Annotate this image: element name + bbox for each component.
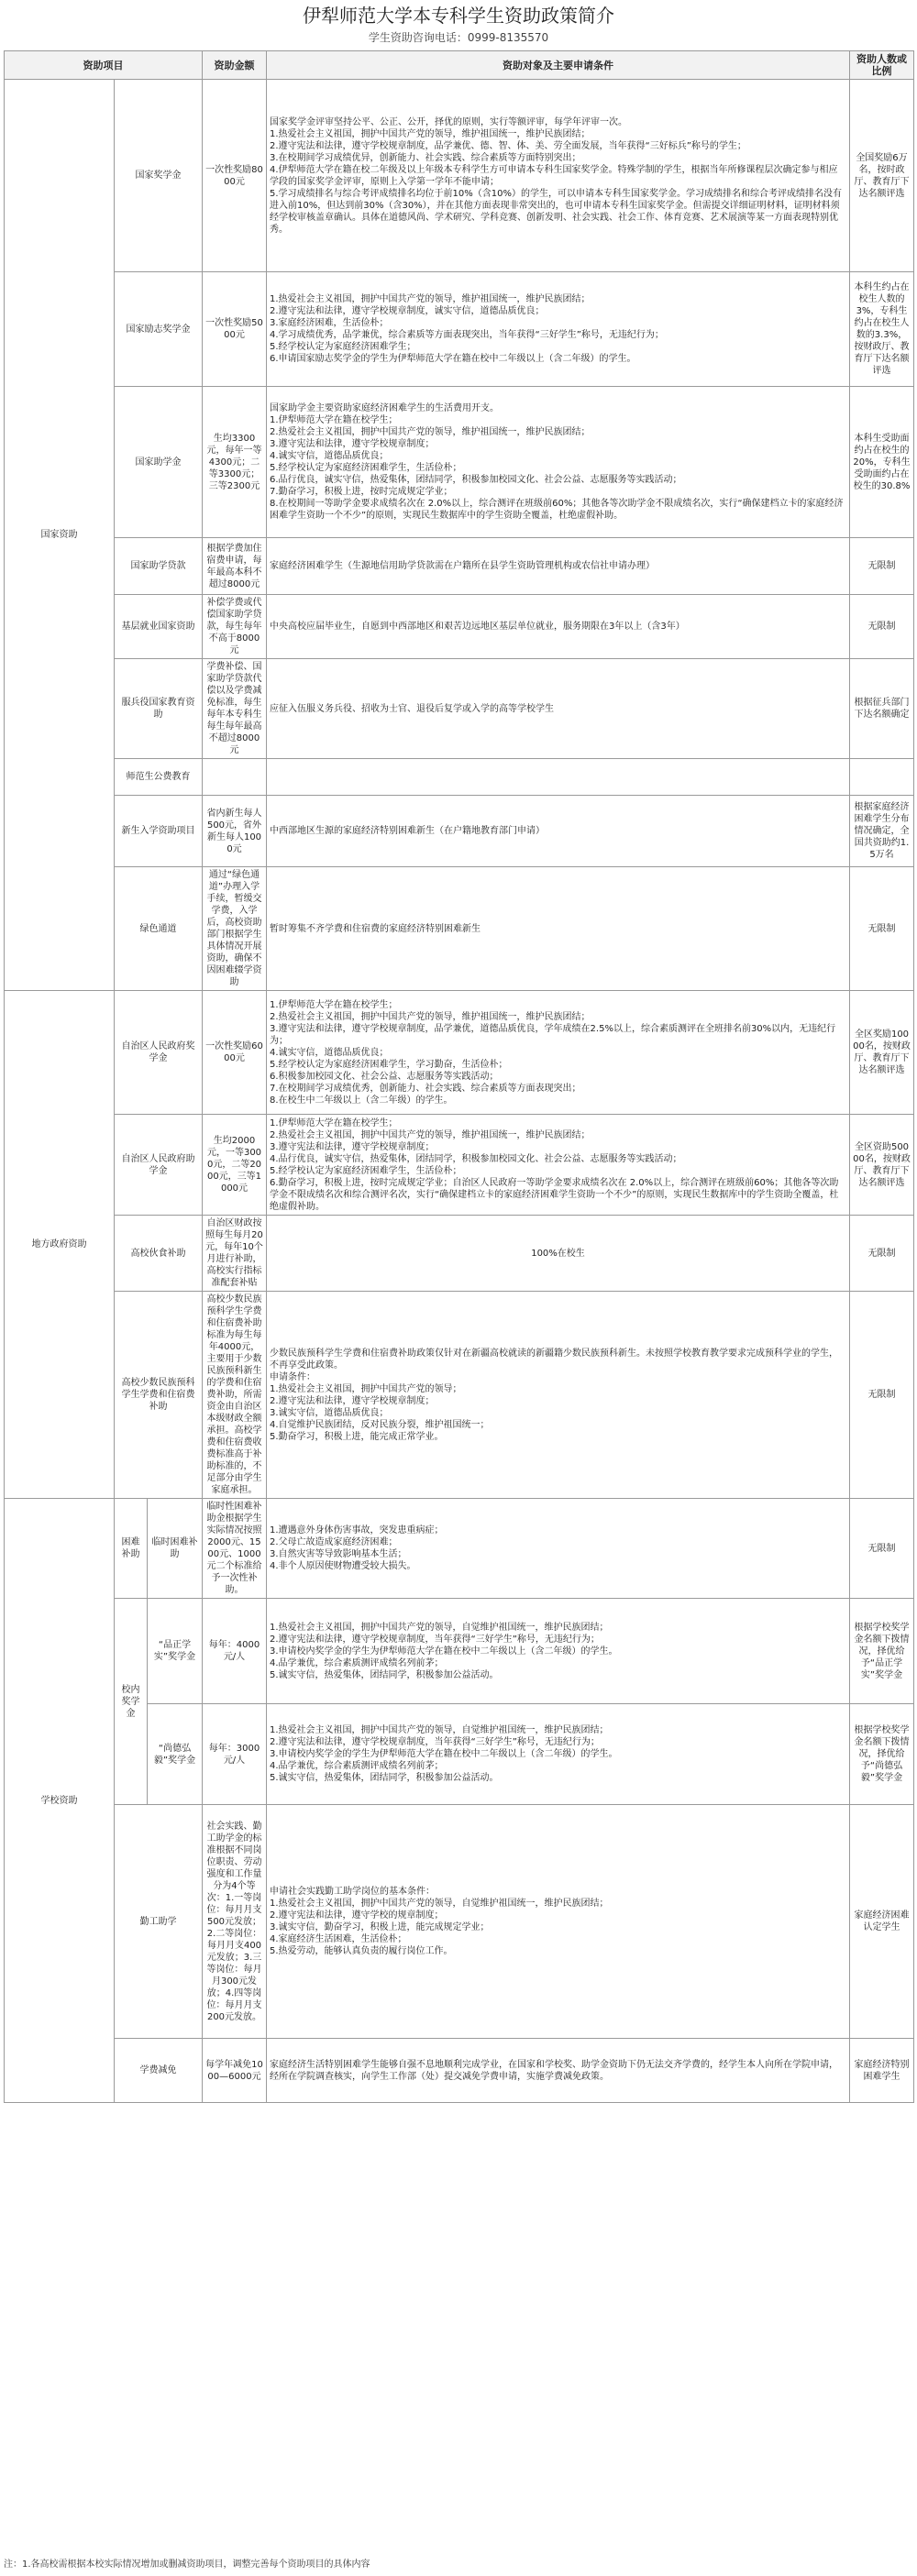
table-row — [5, 80, 914, 272]
item-name: “品正学实”奖学金 — [148, 1599, 203, 1704]
condition-line: 家庭经济困难学生（生源地信用助学贷款需在户籍所在县学生资助管理机构或农信社申请办理） — [270, 561, 655, 571]
condition-line: 1.热爱社会主义祖国，拥护中国共产党的领导，自觉维护祖国统一，维护民族团结； — [270, 1725, 609, 1735]
table-row — [5, 272, 914, 387]
header-project: 资助项目 — [5, 51, 203, 80]
condition-line: 2.父母亡故造成家庭经济困难； — [270, 1537, 398, 1547]
subgroup-cell: 校内奖学金 — [115, 1599, 148, 1805]
item-amount: 省内新生每人500元，省外新生每人1000元 — [203, 796, 267, 867]
condition-line: 6.积极参加校园文化、社会公益、志愿服务等实践活动； — [270, 1071, 499, 1082]
condition-line: 4.品学兼优，综合素质测评成绩名列前茅； — [270, 1657, 444, 1668]
condition-line: 家庭经济生活特别困难学生能够自强不息地顺利完成学业，在国家和学校奖、助学金资助下仍无法交齐学费的，经学生本人向所在学院申请，经所在学院调查核实，向学生工作部（处）提交减免学费申请，实施学费减免政策。 — [270, 2059, 838, 2082]
item-ratio: 无限制 — [850, 1499, 914, 1599]
item-name: 临时困难补助 — [148, 1499, 203, 1599]
condition-line: 申请条件： — [270, 1371, 315, 1382]
item-conditions — [267, 387, 850, 538]
item-conditions — [267, 1292, 850, 1499]
condition-line: 2.遵守宪法和法律，遵守学校规章制度，当年获得“三好学生”称号，无违纪行为； — [270, 1737, 600, 1747]
condition-line: 5.经学校认定为家庭经济困难学生，生活俭朴； — [270, 463, 462, 473]
item-amount: 每学年减免1000—6000元 — [203, 2039, 267, 2103]
item-name: 国家励志奖学金 — [115, 272, 203, 387]
item-conditions — [267, 1499, 850, 1599]
item-name: 高校伙食补助 — [115, 1216, 203, 1292]
item-ratio: 全区资助50000名，按财政厅、教育厅下达名额评选 — [850, 1115, 914, 1216]
condition-line: 1.伊犁师范大学在籍在校学生； — [270, 415, 398, 425]
condition-line: 3.诚实守信，勤奋学习，积极上进，能完成规定学业； — [270, 1922, 490, 1932]
item-name: 国家助学金 — [115, 387, 203, 538]
condition-line: 3.申请校内奖学金的学生为伊犁师范大学在籍在校中二年级以上（含二年级）的学生。 — [270, 1749, 618, 1759]
condition-line: 国家助学金主要资助家庭经济困难学生的生活费用开支。 — [270, 403, 499, 413]
table-row — [5, 659, 914, 759]
condition-line: 2.热爱社会主义祖国，拥护中国共产党的领导，维护祖国统一，维护民族团结； — [270, 1011, 591, 1022]
item-conditions — [267, 538, 850, 595]
condition-line: 中央高校应届毕业生，自愿到中西部地区和艰苦边远地区基层单位就业，服务期限在3年以上（含3年） — [270, 622, 685, 632]
condition-line: 3.申请校内奖学金的学生为伊犁师范大学在籍在校中二年级以上（含二年级）的学生。 — [270, 1646, 618, 1657]
condition-line: 3.诚实守信，道德品质优良； — [270, 1407, 389, 1418]
condition-line: 1.遭遇意外身体伤害事故，突发患重病症； — [270, 1525, 444, 1536]
group-cell: 国家资助 — [5, 80, 115, 991]
table-row — [5, 1115, 914, 1216]
table-row — [5, 796, 914, 867]
condition-line: 1.热爱社会主义祖国，拥护中国共产党的领导； — [270, 1383, 462, 1394]
condition-line: 3.自然灾害等导致影响基本生活； — [270, 1549, 407, 1559]
item-name: 国家奖学金 — [115, 80, 203, 272]
item-ratio: 家庭经济特别困难学生 — [850, 2039, 914, 2103]
condition-line: 5.经学校认定为家庭经济困难学生，生活俭朴； — [270, 1165, 462, 1176]
condition-line: 4.诚实守信，道德品质优良； — [270, 1047, 389, 1058]
condition-line: 4.自觉维护民族团结，反对民族分裂，维护祖国统一； — [270, 1419, 490, 1430]
condition-line: 国家奖学金评审坚持公平、公正、公开，择优的原则，实行等额评审，每学年评审一次。 — [270, 116, 627, 127]
table-row — [5, 1292, 914, 1499]
item-ratio: 无限制 — [850, 1292, 914, 1499]
condition-line: 2.遵守宪法和法律，遵守学校规章制度，诚实守信，道德品质优良； — [270, 306, 545, 316]
item-conditions — [267, 272, 850, 387]
table-row — [5, 1499, 914, 1599]
item-amount: 一次性奖励6000元 — [203, 991, 267, 1115]
condition-line: 5.经学校认定为家庭经济困难学生； — [270, 342, 416, 352]
item-name: “尚德弘毅”奖学金 — [148, 1704, 203, 1805]
header-ratio: 资助人数或比例 — [850, 51, 914, 80]
condition-line: 1.伊犁师范大学在籍在校学生； — [270, 999, 398, 1010]
subgroup-cell: 困难补助 — [115, 1499, 148, 1599]
condition-line: 4.诚实守信，道德品质优良； — [270, 451, 389, 461]
item-conditions — [267, 1216, 850, 1292]
condition-line: 2.遵守宪法和法律，遵守学校的规章制度； — [270, 1910, 444, 1921]
item-name: 绿色通道 — [115, 867, 203, 991]
item-ratio: 根据学校奖学金名额下拨情况，择优给予“品正学实”奖学金 — [850, 1599, 914, 1704]
item-conditions — [267, 1115, 850, 1216]
condition-line: 1.热爱社会主义祖国，拥护中国共产党的领导，维护祖国统一，维护民族团结； — [270, 128, 591, 139]
condition-line: 8.在校期间一等助学金要求成绩名次在 2.0%以上，综合测评在班级前60%；其他各等次助学金不限成绩名次，实行“确保建档立卡的家庭经济困难学生资助一个不少”的原则，实现民生数据库中的学生资助全覆盖，杜绝虚假补助。 — [270, 499, 844, 521]
item-ratio: 本科生受助面约占在校生的20%，专科生受助面约占在校生的30.8% — [850, 387, 914, 538]
condition-line: 少数民族预科学生学费和住宿费补助政策仅针对在新疆高校就读的新疆籍少数民族预科新生。未按照学校教育教学要求完成预科学业的学生，不再享受此政策。 — [270, 1348, 838, 1371]
header-amount: 资助金额 — [203, 51, 267, 80]
item-amount: 根据学费加住宿费申请，每年最高本科不超过8000元 — [203, 538, 267, 595]
table-row — [5, 991, 914, 1115]
condition-line: 3.遵守宪法和法律，遵守学校规章制度； — [270, 439, 435, 449]
condition-line: 1.热爱社会主义祖国，拥护中国共产党的领导，自觉维护祖国统一，维护民族团结； — [270, 1622, 609, 1633]
table-row — [5, 1599, 914, 1704]
group-cell: 学校资助 — [5, 1499, 115, 2103]
footnote: 注：1.各高校需根据本校实际情况增加或删减资助项目，调整完善每个资助项目的具体内容 — [4, 2559, 370, 2570]
item-ratio: 根据征兵部门下达名额确定 — [850, 659, 914, 759]
condition-line: 中西部地区生源的家庭经济特别困难新生（在户籍地教育部门申请） — [270, 826, 545, 836]
condition-line: 3.遵守宪法和法律，遵守学校规章制度，品学兼优，道德品质优良，学年成绩在2.5%以上，综合素质测评在全班排名前30%以内，无违纪行为； — [270, 1023, 836, 1046]
item-conditions — [267, 659, 850, 759]
item-ratio — [850, 759, 914, 796]
item-amount: 补偿学费或代偿国家助学贷款，每生每年不高于8000元 — [203, 595, 267, 659]
item-ratio: 无限制 — [850, 595, 914, 659]
condition-line: 1.热爱社会主义祖国，拥护中国共产党的领导，维护祖国统一，维护民族团结； — [270, 294, 591, 304]
item-ratio: 家庭经济困难认定学生 — [850, 1805, 914, 2039]
condition-line: 5.热爱劳动，能够认真负责的履行岗位工作。 — [270, 1946, 453, 1956]
item-conditions — [267, 2039, 850, 2103]
condition-line: 1.热爱社会主义祖国，拥护中国共产党的领导，自觉维护祖国统一，维护民族团结； — [270, 1899, 609, 1909]
item-conditions — [267, 1805, 850, 2039]
item-conditions — [267, 991, 850, 1115]
condition-line: 5.经学校认定为家庭经济困难学生，学习勤奋，生活俭朴； — [270, 1059, 508, 1070]
condition-line: 4.学习成绩优秀，品学兼优，综合素质等方面表现突出，当年获得“三好学生”称号，无违纪行为； — [270, 330, 664, 340]
condition-line: 6.勤奋学习，积极上进，按时完成规定学业；自治区人民政府一等助学金要求成绩名次在 2.0%以上，综合测评在班级前60%；其他各等次助学金不限成绩名次和综合测评名次，实行“确保建档立卡的家庭经济困难学生资助一个不少”的原则，实现民生数据库中的学生资助全覆盖，杜绝虚假补助。 — [270, 1177, 839, 1212]
condition-line: 2.遵守宪法和法律，遵守学校规章制度； — [270, 1395, 435, 1406]
condition-line: 4.品行优良，诚实守信，热爱集体，团结同学，积极参加校园文化、社会公益、志愿服务等实践活动； — [270, 1153, 682, 1164]
condition-line: 4.品学兼优，综合素质测评成绩名列前茅； — [270, 1761, 444, 1771]
item-ratio: 本科生约占在校生人数的3%，专科生约占在校生人数的3.3%，按财政厅、教育厅下达名额评选 — [850, 272, 914, 387]
condition-line: 4.非个人原因使财物遭受较大损失。 — [270, 1561, 416, 1571]
table-header-row — [5, 51, 914, 80]
item-amount: 社会实践、勤工助学金的标准根据不同岗位职责、劳动强度和工作量分为4个等次：1.一等岗位：每月月支500元发放；2.二等岗位：每月月支400元发放；3.三等岗位：每月月300元发放；4.四等岗位：每月月支200元发放。 — [203, 1805, 267, 2039]
condition-line: 1.伊犁师范大学在籍在校学生； — [270, 1117, 398, 1128]
policy-table — [4, 50, 914, 2103]
item-amount: 临时性困难补助金根据学生实际情况按照2000元、1500元、1000元二个标准给予一次性补助。 — [203, 1499, 267, 1599]
table-row — [5, 759, 914, 796]
item-amount: 通过“绿色通道”办理入学手续，暂缓交学费，入学后，高校资助部门根据学生具体情况开展资助，确保不因困难辍学资助 — [203, 867, 267, 991]
item-name: 国家助学贷款 — [115, 538, 203, 595]
item-name: 服兵役国家教育资助 — [115, 659, 203, 759]
condition-line: 3.家庭经济困难，生活俭朴； — [270, 318, 389, 328]
item-name: 勤工助学 — [115, 1805, 203, 2039]
item-ratio: 无限制 — [850, 1216, 914, 1292]
table-row — [5, 2039, 914, 2103]
condition-line: 7.在校期间学习成绩优秀，创新能力、社会实践、综合素质等方面表现突出； — [270, 1083, 581, 1094]
item-name: 新生入学资助项目 — [115, 796, 203, 867]
item-amount: 一次性奖励5000元 — [203, 272, 267, 387]
consult-phone: 学生资助咨询电话：0999-8135570 — [368, 31, 549, 44]
condition-line: 暂时筹集不齐学费和住宿费的家庭经济特别困难新生 — [270, 923, 481, 934]
item-conditions — [267, 796, 850, 867]
item-ratio: 全国奖励6万名，按时政厅、教育厅下达名额评选 — [850, 80, 914, 272]
condition-line: 8.在校生中二年级以上（含二年级）的学生。 — [270, 1095, 453, 1106]
condition-line: 2.遵守宪法和法律，遵守学校规章制度，当年获得“三好学生”称号，无违纪行为； — [270, 1634, 600, 1645]
condition-line: 100%在校生 — [531, 1248, 585, 1259]
item-ratio: 根据学校奖学金名额下拨情况，择优给予“尚德弘毅”奖学金 — [850, 1704, 914, 1805]
item-conditions — [267, 1704, 850, 1805]
condition-line: 2.热爱社会主义祖国，拥护中国共产党的领导，维护祖国统一，维护民族团结； — [270, 1129, 591, 1140]
condition-line: 2.遵守宪法和法律，遵守学校规章制度，品学兼优、德、智、体、美、劳全面发展，当年获得“三好标兵”称号的学生； — [270, 140, 746, 151]
condition-line: 6.申请国家励志奖学金的学生为伊犁师范大学在籍在校中二年级以上（含二年级）的学生。 — [270, 354, 636, 364]
item-name: 自治区人民政府奖学金 — [115, 991, 203, 1115]
condition-line: 5.学习成绩排名与综合考评成绩排名均位于前10%（含10%）的学生，可以申请本专科生国家奖学金。学习成绩排名和综合考评成绩排名没有进入前10%，但达到前30%（含30%），并在其他方面表现非常突出的，也可申请本专科生国家奖学金。但需提交详细证明材料，证明材料须经学校审核盖章确认。具体在道德风尚、学术研究、学科竞赛、创新发明、社会实践、社会工作、体育竞赛、艺术展演等某一方面表现特别优秀。 — [270, 188, 842, 235]
item-ratio: 无限制 — [850, 867, 914, 991]
table-row — [5, 538, 914, 595]
condition-line: 2.热爱社会主义祖国，拥护中国共产党的领导，维护祖国统一，维护民族团结； — [270, 427, 591, 437]
condition-line: 申请社会实践勤工助学岗位的基本条件： — [270, 1887, 435, 1897]
item-name: 自治区人民政府助学金 — [115, 1115, 203, 1216]
item-conditions — [267, 867, 850, 991]
table-row — [5, 867, 914, 991]
item-name: 学费减免 — [115, 2039, 203, 2103]
condition-line: 5.诚实守信，热爱集体，团结同学，积极参加公益活动。 — [270, 1669, 499, 1680]
item-amount — [203, 759, 267, 796]
item-ratio: 全区奖励10000名，按财政厅、教育厅下达名额评选 — [850, 991, 914, 1115]
condition-line: 6.品行优良，诚实守信，热爱集体，团结同学，积极参加校园文化、社会公益、志愿服务等实践活动； — [270, 475, 682, 485]
page-title: 伊犁师范大学本专科学生资助政策简介 — [303, 5, 614, 27]
item-amount: 学费补偿、国家助学贷款代偿以及学费减免标准，每生每年本专科生每生每年最高不超过8000元 — [203, 659, 267, 759]
header-conditions: 资助对象及主要申请条件 — [267, 51, 850, 80]
item-name: 高校少数民族预科学生学费和住宿费补助 — [115, 1292, 203, 1499]
item-conditions — [267, 759, 850, 796]
item-amount: 生均3300元，每年一等4300元；二等3300元；三等2300元 — [203, 387, 267, 538]
item-name: 基层就业国家资助 — [115, 595, 203, 659]
item-ratio: 无限制 — [850, 538, 914, 595]
item-amount: 自治区财政按照每生每月20元，每年10个月进行补助，高校实行指标准配套补贴 — [203, 1216, 267, 1292]
group-cell: 地方政府资助 — [5, 991, 115, 1499]
table-row — [5, 1805, 914, 2039]
item-name: 师范生公费教育 — [115, 759, 203, 796]
condition-line: 3.遵守宪法和法律，遵守学校规章制度； — [270, 1141, 435, 1152]
condition-line: 4.伊犁师范大学在籍在校二年级及以上年级本专科学生方可申请本专科生国家奖学金。特殊学制的学生，根据当年所修课程层次确定参与相应学段的国家奖学金评审，原则上入学第一学年不能申请； — [270, 164, 838, 187]
condition-line: 3.在校期间学习成绩优异，创新能力、社会实践、综合素质等方面特别突出； — [270, 152, 581, 163]
condition-line: 5.勤奋学习，积极上进，能完成正常学业。 — [270, 1431, 444, 1442]
table-row — [5, 595, 914, 659]
item-conditions — [267, 1599, 850, 1704]
item-amount: 一次性奖励8000元 — [203, 80, 267, 272]
table-row — [5, 1216, 914, 1292]
item-ratio: 根据家庭经济困难学生分布情况确定，全国共资助约1.5万名 — [850, 796, 914, 867]
condition-line: 4.家庭经济生活困难，生活俭朴； — [270, 1934, 407, 1944]
item-amount: 高校少数民族预科学生学费和住宿费补助标准为每生每年4000元，主要用于少数民族预科新生的学费和住宿费补助，所需资金由自治区本级财政全额承担。高校学费和住宿费收费标准高于补助标准的，不足部分由学生家庭承担。 — [203, 1292, 267, 1499]
table-row — [5, 387, 914, 538]
item-amount: 每年：4000元/人 — [203, 1599, 267, 1704]
item-amount: 生均2000元，一等3000元，二等2000元，三等1000元 — [203, 1115, 267, 1216]
item-amount: 每年：3000元/人 — [203, 1704, 267, 1805]
condition-line: 应征入伍服义务兵役、招收为士官、退役后复学或入学的高等学校学生 — [270, 703, 554, 714]
item-conditions — [267, 595, 850, 659]
condition-line: 5.诚实守信，热爱集体，团结同学，积极参加公益活动。 — [270, 1773, 499, 1783]
item-conditions — [267, 80, 850, 272]
condition-line: 7.勤奋学习，积极上进，按时完成规定学业； — [270, 487, 453, 497]
